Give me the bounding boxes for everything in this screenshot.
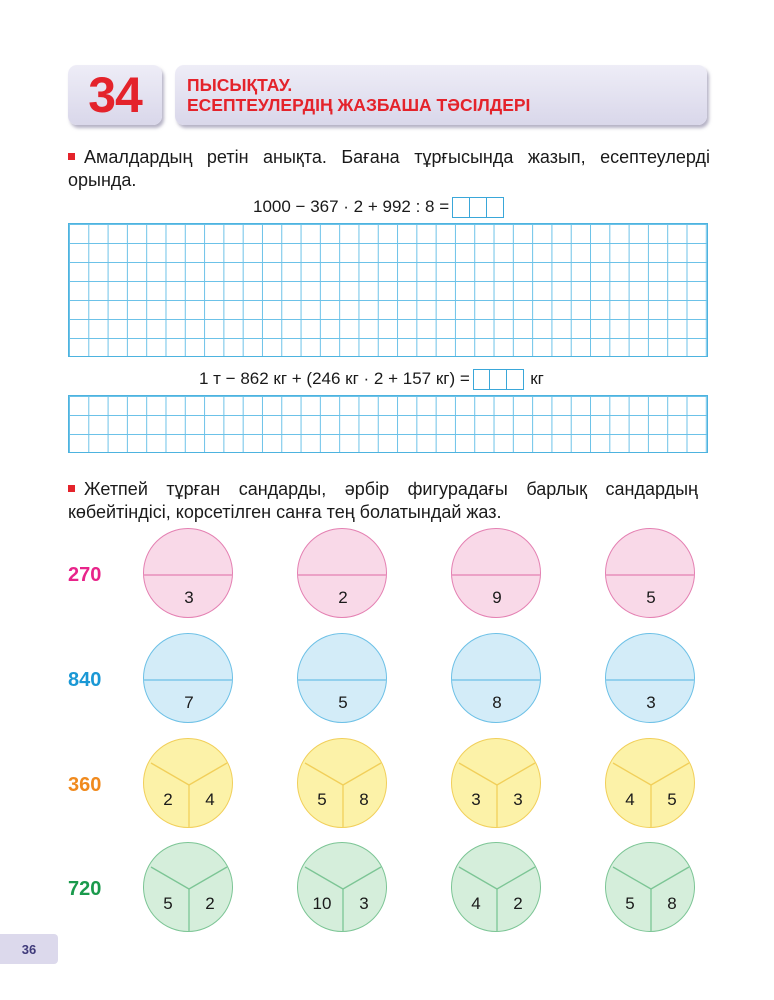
expression-2-text: 1 т − 862 кг + (246 кг · 2 + 157 кг) = (199, 369, 470, 388)
two-part-circle[interactable] (143, 528, 233, 618)
missing-number-slot[interactable] (164, 541, 214, 569)
three-part-circle[interactable] (451, 842, 541, 932)
two-part-circle[interactable] (605, 528, 695, 618)
given-number: 3 (184, 588, 194, 607)
missing-number-slot[interactable] (482, 851, 512, 875)
expression-2-unit: кг (530, 369, 544, 388)
lesson-title-line2: ЕСЕПТЕУЛЕРДІҢ ЖАЗБАША ТӘСІЛДЕРІ (187, 95, 531, 115)
two-part-circle[interactable] (297, 528, 387, 618)
missing-number-slot[interactable] (472, 541, 522, 569)
lesson-title-line1: ПЫСЫҚТАУ. (187, 75, 293, 95)
missing-number-slot[interactable] (636, 747, 666, 771)
given-number: 2 (513, 894, 523, 913)
page-number: 36 (0, 934, 58, 964)
given-number: 5 (625, 894, 635, 913)
three-part-circle[interactable] (297, 738, 387, 828)
missing-number-slot[interactable] (318, 541, 368, 569)
given-number: 4 (205, 790, 215, 809)
missing-number-slot[interactable] (174, 747, 204, 771)
target-product-label: 360 (68, 774, 102, 796)
three-part-circle[interactable] (605, 842, 695, 932)
missing-number-slot[interactable] (626, 646, 676, 674)
given-number: 5 (667, 790, 677, 809)
two-part-circle[interactable] (143, 633, 233, 723)
given-number: 5 (646, 588, 656, 607)
missing-number-slot[interactable] (164, 646, 214, 674)
given-number: 5 (163, 894, 173, 913)
task2-instruction (68, 478, 698, 524)
target-product-label: 720 (68, 878, 102, 900)
answer-box[interactable] (486, 197, 504, 218)
task1-instruction-text: Амалдардың ретін анықта. Бағана тұрғысында жазып, есептеулерді орында. (68, 147, 710, 190)
bullet-icon (68, 485, 75, 492)
given-number: 7 (184, 693, 194, 712)
given-number: 4 (471, 894, 481, 913)
given-number: 2 (205, 894, 215, 913)
given-number: 10 (312, 894, 332, 913)
given-number: 3 (359, 894, 369, 913)
given-number: 3 (513, 790, 523, 809)
missing-number-slot[interactable] (174, 851, 204, 875)
given-number: 2 (163, 790, 173, 809)
given-number: 2 (338, 588, 348, 607)
missing-number-slot[interactable] (318, 646, 368, 674)
missing-number-slot[interactable] (636, 851, 666, 875)
lesson-number: 34 (68, 65, 162, 125)
three-part-circle[interactable] (605, 738, 695, 828)
given-number: 8 (492, 693, 502, 712)
lesson-title (175, 65, 707, 125)
three-part-circle[interactable] (143, 842, 233, 932)
target-product-label: 840 (68, 669, 102, 691)
grid-workspace-2[interactable] (68, 395, 708, 453)
given-number: 9 (492, 588, 502, 607)
given-number: 8 (359, 790, 369, 809)
given-number: 8 (667, 894, 677, 913)
three-part-circle[interactable] (451, 738, 541, 828)
given-number: 5 (338, 693, 348, 712)
three-part-circle[interactable] (143, 738, 233, 828)
expression-2 (199, 368, 544, 390)
two-part-circle[interactable] (297, 633, 387, 723)
answer-box[interactable] (506, 369, 524, 390)
given-number: 3 (471, 790, 481, 809)
target-product-label: 270 (68, 564, 102, 586)
missing-number-slot[interactable] (472, 646, 522, 674)
answer-box[interactable] (469, 197, 487, 218)
missing-number-slot[interactable] (328, 747, 358, 771)
answer-boxes-2[interactable] (474, 369, 524, 390)
expression-1-text: 1000 − 367 · 2 + 992 : 8 = (253, 197, 450, 216)
two-part-circle[interactable] (605, 633, 695, 723)
answer-box[interactable] (452, 197, 470, 218)
two-part-circle[interactable] (451, 528, 541, 618)
expression-1 (253, 196, 504, 218)
bullet-icon (68, 153, 75, 160)
task2-instruction-text: Жетпей тұрған сандарды, әрбір фигурадағы барлық сандардың көбейтіндісі, корсетілген санға тең болатындай жаз. (68, 479, 698, 522)
grid-workspace-1[interactable] (68, 223, 708, 357)
two-part-circle[interactable] (451, 633, 541, 723)
given-number: 4 (625, 790, 635, 809)
answer-boxes-1[interactable] (453, 197, 503, 218)
missing-number-slot[interactable] (482, 747, 512, 771)
missing-number-slot[interactable] (626, 541, 676, 569)
answer-box[interactable] (473, 369, 491, 390)
three-part-circle[interactable] (297, 842, 387, 932)
task1-instruction (68, 146, 710, 192)
missing-number-slot[interactable] (328, 851, 358, 875)
given-number: 5 (317, 790, 327, 809)
given-number: 3 (646, 693, 656, 712)
answer-box[interactable] (489, 369, 507, 390)
